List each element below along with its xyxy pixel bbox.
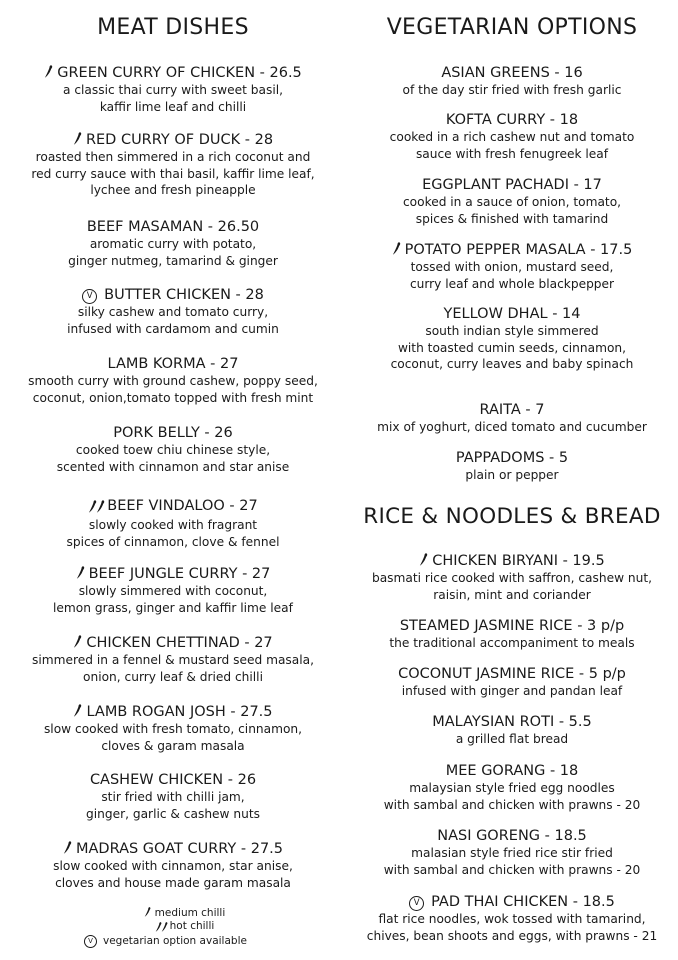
item-name: PAD THAI CHICKEN - 18.5	[431, 894, 615, 910]
item-desc: simmered in a fennel & mustard seed masala,	[32, 653, 314, 667]
item-desc: slow cooked with fresh tomato, cinnamon,	[43, 722, 303, 736]
vegetarian-circle-icon: V	[82, 289, 97, 304]
chilli-icon	[392, 241, 401, 256]
item-name: POTATO PEPPER MASALA - 17.5	[404, 242, 633, 258]
menu-item-lamb-rogan-josh	[0, 703, 346, 754]
menu-item-butter-chicken	[0, 286, 346, 337]
item-name: CASHEW CHICKEN - 26	[89, 772, 257, 788]
item-desc: lemon grass, ginger and kaffir lime leaf	[53, 600, 293, 615]
item-desc: chives, bean shoots and eggs, with prawns - 21	[366, 928, 658, 943]
item-desc: sauce with fresh fenugreek leaf	[415, 146, 609, 161]
item-desc: smooth curry with ground cashew, poppy seed,	[28, 374, 318, 388]
item-desc: red curry sauce with thai basil, kaffir lime leaf,	[31, 166, 315, 181]
legend-veg	[84, 935, 247, 948]
menu-item-coconut-jasmine-rice	[346, 665, 678, 700]
menu-item-asian-greens	[346, 64, 678, 99]
chilli-icon	[73, 703, 82, 718]
legend-hot-label: hot chilli	[169, 920, 215, 932]
item-name: YELLOW DHAL - 14	[443, 306, 581, 322]
item-desc: spices & finished with tamarind	[415, 211, 609, 226]
item-desc: south indian style simmered	[425, 324, 599, 338]
item-desc: a grilled flat bread	[455, 732, 569, 746]
item-name: MALAYSIAN ROTI - 5.5	[432, 714, 592, 730]
menu-item-pappadoms	[346, 449, 678, 484]
chilli-icon	[73, 131, 82, 146]
item-name: STEAMED JASMINE RICE - 3 p/p	[399, 618, 625, 634]
item-desc: the traditional accompaniment to meals	[389, 636, 635, 650]
item-name: KOFTA CURRY - 18	[445, 112, 579, 128]
item-desc: flat rice noodles, wok tossed with tamarind,	[378, 912, 646, 926]
item-name: BUTTER CHICKEN - 28	[104, 287, 264, 303]
item-name: COCONUT JASMINE RICE - 5 p/p	[398, 666, 626, 682]
chilli-icon	[44, 64, 53, 79]
hot-chilli-icon	[155, 921, 167, 935]
item-name: GREEN CURRY OF CHICKEN - 26.5	[57, 65, 302, 81]
item-name: BEEF VINDALOO - 27	[107, 498, 258, 514]
item-desc: basmati rice cooked with saffron, cashew nut,	[371, 571, 653, 585]
item-desc: slowly simmered with coconut,	[78, 584, 268, 598]
item-name: MEE GORANG - 18	[445, 763, 579, 779]
menu-item-madras-goat-curry	[0, 840, 346, 891]
menu-item-raita	[346, 401, 678, 436]
item-desc: roasted then simmered in a rich coconut and	[35, 150, 311, 164]
item-desc: cooked in a sauce of onion, tomato,	[402, 195, 622, 209]
menu-item-steamed-jasmine-rice	[346, 617, 678, 652]
chilli-icon	[419, 552, 428, 567]
chilli-icon	[76, 565, 85, 580]
item-name: NASI GORENG - 18.5	[437, 828, 587, 844]
item-desc: infused with ginger and pandan leaf	[401, 684, 623, 698]
menu-item-lamb-korma	[0, 355, 346, 406]
menu-item-beef-jungle-curry	[0, 565, 346, 616]
menu-item-chicken-chettinad	[0, 634, 346, 685]
item-desc: slowly cooked with fragrant	[88, 518, 258, 532]
item-name: LAMB KORMA - 27	[107, 356, 239, 372]
item-desc: with sambal and chicken with prawns - 20	[383, 862, 641, 877]
item-desc: infused with cardamom and cumin	[67, 321, 279, 336]
item-desc: of the day stir fried with fresh garlic	[402, 83, 622, 97]
item-desc: coconut, onion,tomato topped with fresh mint	[32, 390, 314, 405]
item-name: CHICKEN CHETTINAD - 27	[86, 635, 273, 651]
item-name: ASIAN GREENS - 16	[441, 65, 583, 81]
legend-medium	[84, 906, 247, 920]
item-name: PORK BELLY - 26	[113, 425, 233, 441]
item-desc: lychee and fresh pineapple	[90, 183, 256, 197]
item-name: RED CURRY OF DUCK - 28	[85, 132, 274, 148]
menu-item-nasi-goreng	[346, 827, 678, 878]
item-desc: ginger nutmeg, tamarind & ginger	[68, 253, 278, 268]
menu-item-malaysian-roti	[346, 713, 678, 748]
item-name: CHICKEN BIRYANI - 19.5	[432, 553, 605, 569]
item-desc: plain or pepper	[465, 468, 559, 482]
item-desc: cloves and house made garam masala	[55, 875, 291, 890]
item-desc: malaysian style fried egg noodles	[409, 781, 615, 795]
item-desc: stir fried with chilli jam,	[101, 790, 245, 804]
legend	[84, 906, 247, 948]
hot-chilli-icon	[88, 499, 104, 517]
menu-item-green-curry	[0, 64, 346, 115]
legend-medium-label: medium chilli	[154, 907, 226, 919]
menu-item-potato-pepper-masala	[346, 241, 678, 292]
item-desc: slow cooked with cinnamon, star anise,	[53, 859, 293, 873]
vegetarian-options-title: VEGETARIAN OPTIONS	[386, 15, 638, 40]
item-desc: spices of cinnamon, clove & fennel	[66, 534, 280, 549]
item-desc: kaffir lime leaf and chilli	[99, 99, 247, 114]
item-name: RAITA - 7	[479, 402, 545, 418]
item-desc: scented with cinnamon and star anise	[56, 459, 290, 474]
menu-item-pork-belly	[0, 424, 346, 475]
legend-hot	[84, 920, 247, 935]
rice-noodles-bread-title: RICE & NOODLES & BREAD	[363, 504, 661, 529]
item-desc: curry leaf and whole blackpepper	[409, 276, 615, 291]
item-desc: cloves & garam masala	[101, 738, 245, 753]
item-desc: silky cashew and tomato curry,	[77, 305, 269, 319]
item-desc: raisin, mint and coriander	[433, 587, 591, 602]
item-name: PAPPADOMS - 5	[455, 450, 569, 466]
item-desc: cooked in a rich cashew nut and tomato	[389, 130, 635, 144]
vegetarian-circle-icon: V	[84, 935, 97, 948]
item-name: LAMB ROGAN JOSH - 27.5	[86, 704, 273, 720]
item-desc: tossed with onion, mustard seed,	[410, 260, 614, 274]
item-desc: mix of yoghurt, diced tomato and cucumber	[377, 420, 647, 434]
item-desc: onion, curry leaf & dried chilli	[83, 669, 263, 684]
item-desc: ginger, garlic & cashew nuts	[86, 806, 260, 821]
menu-item-mee-gorang	[346, 762, 678, 813]
item-desc: aromatic curry with potato,	[89, 237, 257, 251]
menu-item-kofta-curry	[346, 111, 678, 162]
menu-item-beef-vindaloo	[0, 497, 346, 550]
item-desc: malasian style fried rice stir fried	[411, 846, 613, 860]
menu-item-yellow-dhal	[346, 305, 678, 373]
item-name: BEEF MASAMAN - 26.50	[86, 219, 260, 235]
legend-veg-label: vegetarian option available	[103, 935, 247, 947]
chilli-icon	[63, 840, 72, 855]
vegetarian-circle-icon: V	[409, 896, 424, 911]
menu-item-beef-masaman	[0, 218, 346, 269]
meat-dishes-title: MEAT DISHES	[97, 15, 249, 40]
chilli-icon	[161, 921, 168, 933]
chilli-icon	[96, 499, 105, 514]
item-name: BEEF JUNGLE CURRY - 27	[88, 566, 271, 582]
menu-item-red-curry-duck	[0, 131, 346, 199]
menu-item-chicken-biryani	[346, 552, 678, 603]
item-desc: with toasted cumin seeds, cinnamon,	[397, 340, 627, 355]
item-desc: a classic thai curry with sweet basil,	[62, 83, 283, 97]
item-name: MADRAS GOAT CURRY - 27.5	[75, 841, 284, 857]
item-desc: coconut, curry leaves and baby spinach	[390, 357, 634, 371]
chilli-icon	[144, 906, 151, 918]
item-name: EGGPLANT PACHADI - 17	[422, 177, 602, 193]
menu-item-eggplant-pachadi	[346, 176, 678, 227]
menu-item-pad-thai-chicken	[346, 893, 678, 944]
chilli-icon	[73, 634, 82, 649]
item-desc: cooked toew chiu chinese style,	[75, 443, 271, 457]
item-desc: with sambal and chicken with prawns - 20	[383, 797, 641, 812]
menu-item-cashew-chicken	[0, 771, 346, 822]
